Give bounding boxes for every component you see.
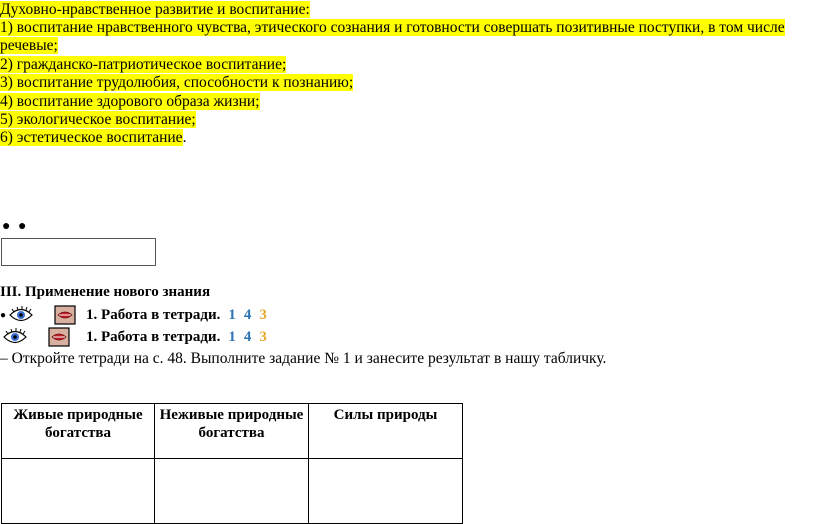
work-label: 1. Работа в тетради. <box>86 328 221 345</box>
eye-icon <box>2 327 28 347</box>
bullet: ● <box>0 309 7 321</box>
list-item: 6) эстетическое воспитание. <box>0 129 187 146</box>
work-row <box>0 305 267 325</box>
number-1: 1 <box>228 328 236 345</box>
number-1: 1 <box>228 306 236 323</box>
heading: Духовно-нравственное развитие и воспитание: <box>0 1 310 18</box>
table-header: Живые природные богатства <box>2 404 155 459</box>
table-header: Неживые природные богатства <box>155 404 309 459</box>
list-item: речевые; <box>0 37 58 54</box>
section-title: III. Применение нового знания <box>0 284 211 300</box>
task-text: – Откройте тетради на с. 48. Выполните задание № 1 и занесите результат в нашу табличку. <box>0 350 607 367</box>
table-cell[interactable] <box>309 459 463 524</box>
list-item: 3) воспитание трудолюбия, способности к познанию; <box>0 74 354 91</box>
number-4: 4 <box>243 306 252 323</box>
table-cell[interactable] <box>155 459 309 524</box>
empty-box <box>1 238 156 266</box>
number-3: 3 <box>259 306 267 323</box>
lips-icon <box>48 327 74 347</box>
list-item: 5) экологическое воспитание; <box>0 111 196 128</box>
list-item: 1) воспитание нравственного чувства, этического сознания и готовности совершать позитивные поступки, в том числе <box>0 19 785 36</box>
work-label: 1. Работа в тетради. <box>86 306 221 323</box>
list-item: 4) воспитание здорового образа жизни; <box>0 93 260 110</box>
list-item: 2) гражданско-патриотическое воспитание; <box>0 56 287 73</box>
table-cell[interactable] <box>2 459 155 524</box>
eye-icon <box>8 305 34 325</box>
number-4: 4 <box>243 328 252 345</box>
work-row <box>0 327 267 347</box>
results-table <box>1 403 463 524</box>
lips-icon <box>54 305 80 325</box>
number-3: 3 <box>259 328 267 345</box>
table-header: Силы природы <box>309 404 463 459</box>
bullet-dots: ● ● <box>2 219 29 234</box>
